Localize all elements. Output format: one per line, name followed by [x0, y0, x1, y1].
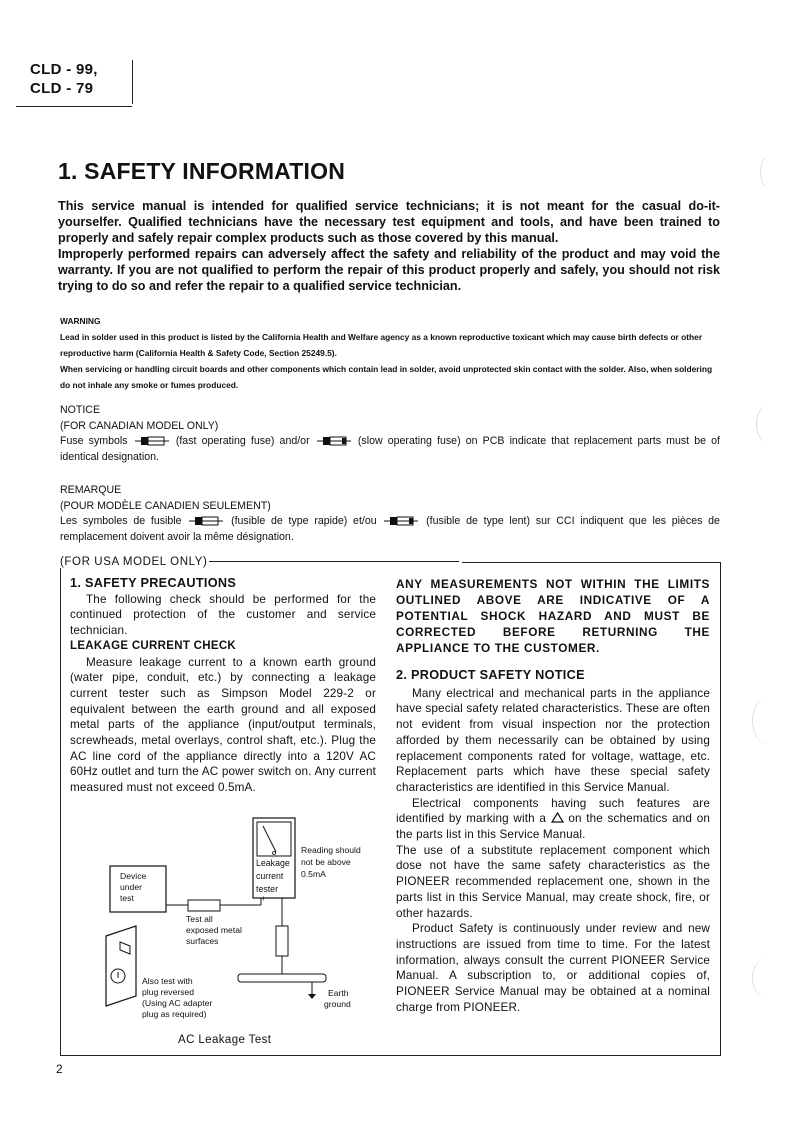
remarque-subheading: (POUR MODÈLE CANADIEN SEULEMENT): [60, 499, 271, 512]
reading-note-1: Reading should: [301, 845, 361, 855]
product-safety-p2b: on the schematics and on the parts list in this Service Manual.: [396, 812, 710, 842]
also-test-label-3: (Using AC adapter: [142, 998, 213, 1008]
device-label-2: under: [120, 882, 142, 892]
reading-note-2: not be above: [301, 857, 351, 867]
product-safety-p2a: Electrical components having such features are identified by marking with a: [396, 796, 710, 826]
ground-probe: [276, 926, 288, 956]
exposed-label-1: Test all: [186, 914, 213, 924]
remarque-text-2: (fusible de type rapide) et/ou: [231, 515, 377, 527]
ac-leakage-test-diagram: [96, 808, 386, 1023]
scan-mark: [752, 958, 781, 998]
remarque-text-3: (fusible de type lent) sur CCI indiquent que les pièces de remplacement doivent avoir la même désignation.: [60, 515, 720, 543]
probe-tip: [188, 900, 220, 911]
warning-paragraph-1: Lead in solder used in this product is listed by the California Health and Welfare agency as a known reproductive toxicant which may cause birth defects or other reproductive harm (California Health & Safety Code, Section 25249.5).: [60, 332, 703, 358]
tester-label-2: current: [256, 871, 284, 881]
ac-outlet-icon: [106, 926, 136, 1006]
warning-heading: WARNING: [60, 316, 101, 326]
intro-paragraph-1: This service manual is intended for qualified service technicians; it is not meant for the casual do-it-yourselfer. Qualified technicians have the necessary test equipment and tools, and have been trained to properly and safely repair complex products such as those covered by this manual.: [58, 199, 720, 245]
fast-fuse-icon: [189, 516, 223, 526]
product-safety-p1: Many electrical and mechanical parts in the appliance have special safety related characteristics. These are often not evident from visual inspection nor the protection afforded by them necessarily can be obtained by using replacement components rated for voltage, wattage, etc. Replacement parts which have these special safety characteristics are identified in this Service Manual.: [396, 686, 710, 794]
exposed-label-2: exposed metal: [186, 925, 242, 935]
leakage-check-text: Measure leakage current to a known earth ground (water pipe, conduit, etc.) by connecting a leakage current tester such as Simpson Model 229-2 or equivalent between the earth ground and all exposed metal parts of the appliance (input/output terminals, screwheads, metal overlays, control shaft, etc.). Plug the AC line cord of the appliance directly into a 120V AC 60Hz outlet and turn the AC power switch on. Any current measured must not exceed 0.5mA.: [70, 655, 376, 795]
plus-terminal: +: [261, 894, 266, 903]
water-pipe: [238, 974, 326, 982]
slow-fuse-icon: [384, 516, 418, 526]
product-safety-column: [396, 576, 710, 1015]
device-label-1: Device: [120, 871, 147, 881]
device-label-3: test: [120, 893, 134, 903]
scan-mark: [752, 698, 783, 744]
notice-text-1: Fuse symbols: [60, 435, 128, 447]
remarque-text-1: Les symboles de fusible: [60, 515, 182, 527]
product-safety-heading: 2. PRODUCT SAFETY NOTICE: [396, 668, 585, 682]
slow-fuse-icon: [317, 436, 351, 446]
reading-note-3: 0.5mA: [301, 869, 326, 879]
remarque-text: [60, 514, 720, 545]
tester-label-3: tester: [256, 884, 279, 894]
intro-paragraphs: [58, 198, 720, 294]
warning-paragraph-2: When servicing or handling circuit boards and other components which contain lead in solder, avoid unprotected skin contact with the solder. Also, when soldering do not inhale any smoke or fumes produced.: [60, 364, 713, 390]
earth-ground-icon: [308, 994, 316, 999]
header-rule: [16, 106, 132, 107]
model-number-box: [16, 60, 133, 104]
also-test-label-2: plug reversed: [142, 987, 195, 997]
scan-mark: [756, 404, 783, 444]
scan-mark: [760, 155, 781, 189]
earth-label-2: ground: [324, 999, 351, 1009]
diagram-caption: AC Leakage Test: [178, 1034, 272, 1046]
product-safety-p4: Product Safety is continuously under review and new instructions are issued from time to time. For the latest information, always consult the current PIONEER Service Manual. A subscription to, or additional copies of, PIONEER Service Manual may be obtained at a nominal charge from PIONEER.: [396, 922, 710, 1014]
remarque-heading: REMARQUE: [60, 484, 122, 496]
usa-frame-label: (FOR USA MODEL ONLY): [60, 556, 462, 568]
notice-subheading: (FOR CANADIAN MODEL ONLY): [60, 419, 219, 432]
intro-paragraph-2: Improperly performed repairs can adversely affect the safety and reliability of the product and may void the warranty. If you are not qualified to perform the repair of this product properly and safely, you should not risk trying to do so and refer the repair to a qualified service technician.: [58, 247, 720, 293]
fast-fuse-icon: [135, 436, 169, 446]
product-safety-p2: [396, 796, 710, 843]
notice-block: [60, 403, 720, 465]
earth-label-1: Earth: [328, 988, 349, 998]
page-number: 2: [56, 1062, 63, 1076]
notice-text: [60, 434, 720, 465]
tester-label-1: Leakage: [256, 858, 290, 868]
warning-triangle-icon: [551, 812, 564, 823]
safety-precautions-text: The following check should be performed for the continued protection of the customer and service technician.: [70, 592, 376, 638]
product-safety-p3: The use of a substitute replacement component which dose not have the same safety characteristics as the PIONEER recommended replacement one, shown in the parts list in this Service Manual, may create shock, fire, or other hazards.: [396, 843, 710, 920]
exposed-label-3: surfaces: [186, 936, 219, 946]
minus-terminal: −: [282, 894, 287, 903]
notice-text-2: (fast operating fuse) and/or: [175, 435, 310, 447]
safety-precautions-heading: 1. SAFETY PRECAUTIONS: [70, 576, 237, 590]
measurement-warning: ANY MEASUREMENTS NOT WITHIN THE LIMITS OUTLINED ABOVE ARE INDICATIVE OF A POTENTIAL SHOCK HAZARD AND MUST BE CORRECTED BEFORE RETURNING THE APPLIANCE TO THE CUSTOMER.: [396, 577, 710, 655]
notice-heading: NOTICE: [60, 404, 101, 416]
remarque-block: [60, 483, 720, 545]
safety-precautions-column: [70, 576, 376, 796]
model-line-1: CLD - 99,: [30, 61, 98, 78]
notice-text-3: (slow operating fuse) on PCB indicate that replacement parts must be of identical designation.: [60, 435, 720, 463]
page-title: 1. SAFETY INFORMATION: [58, 158, 346, 184]
model-line-2: CLD - 79: [30, 80, 94, 97]
leakage-check-heading: LEAKAGE CURRENT CHECK: [70, 639, 237, 652]
also-test-label-4: plug as required): [142, 1009, 207, 1019]
warning-block: [60, 313, 720, 393]
also-test-label-1: Also test with: [142, 976, 193, 986]
